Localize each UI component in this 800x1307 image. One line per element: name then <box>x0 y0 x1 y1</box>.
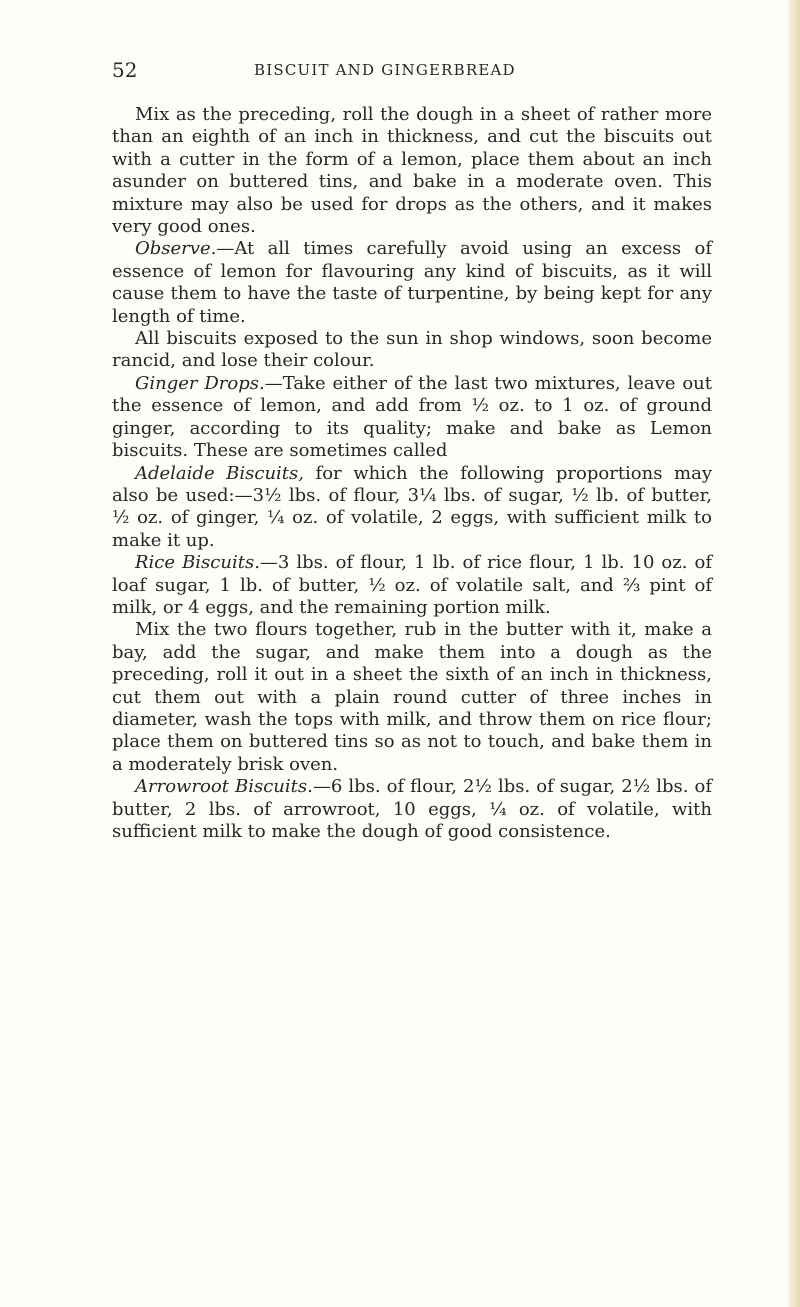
paragraph-text: Mix the two flours together, rub in the butter with it, make a bay, add the sugar, and make them into a dough as the preceding, roll it out in a sheet the sixth of an inch in thickness, cut them out with a plain round cutter of three inches in diameter, wash the tops with milk, and throw them on rice flour; place them on buttered tins so as not to touch, and bake them in a moderately brisk oven. <box>112 619 712 775</box>
run-in-heading: Adelaide Biscuits, <box>135 462 304 484</box>
paragraph <box>112 373 712 463</box>
paragraph-text: —At all times carefully avoid using an excess of essence of lemon for flavouring any kind of biscuits, as it will cause them to have the taste of turpentine, by being kept for any length of time. <box>112 238 712 327</box>
body-text <box>112 104 712 843</box>
paragraph <box>112 104 712 238</box>
paragraph <box>112 463 712 553</box>
paragraph <box>112 328 712 373</box>
running-head <box>112 58 712 86</box>
paragraph-text: —Take either of the last two mixtures, leave out the essence of lemon, and add from ½ oz. to 1 oz. of ground ginger, according to its quality; make and bake as Lemon biscuits. These are sometimes called <box>112 372 712 462</box>
paragraph-text: Mix as the preceding, roll the dough in a sheet of rather more than an eighth of an inch in thickness, and cut the biscuits out with a cutter in the form of a lemon, place them about an inch asunder on buttered tins, and bake in a moderate oven. This mixture may also be used for drops as the others, and it makes very good ones. <box>112 104 712 238</box>
paragraph <box>112 619 712 776</box>
run-in-heading: Observe. <box>135 238 217 260</box>
paragraph-text: for which the following proportions may also be used:—3½ lbs. of flour, 3¼ lbs. of sugar, ½ lb. of butter, ½ oz. of ginger, ¼ oz. of volatile, 2 eggs, with sufficient milk to make it up. <box>112 462 712 551</box>
paragraph-text: —6 lbs. of flour, 2½ lbs. of sugar, 2½ lbs. of butter, 2 lbs. of arrowroot, 10 eggs, ¼ oz. of volatile, with sufficient milk to make the dough of good consistence. <box>112 776 712 842</box>
page-edge <box>786 0 800 1307</box>
page-number: 52 <box>112 58 138 82</box>
run-in-heading: Ginger Drops. <box>135 372 265 394</box>
paragraph-text: —3 lbs. of flour, 1 lb. of rice flour, 1 lb. 10 oz. of loaf sugar, 1 lb. of butter, ½ oz. of volatile salt, and ⅔ pint of milk, or 4 eggs, and the remaining portion milk. <box>112 552 712 618</box>
run-in-heading: Rice Biscuits. <box>135 552 260 574</box>
paragraph-text: All biscuits exposed to the sun in shop windows, soon become rancid, and lose their colour. <box>112 328 712 372</box>
chapter-title: BISCUIT AND GINGERBREAD <box>254 61 516 79</box>
run-in-heading: Arrowroot Biscuits. <box>135 776 313 798</box>
paragraph <box>112 776 712 843</box>
paragraph <box>112 552 712 619</box>
paragraph <box>112 238 712 328</box>
